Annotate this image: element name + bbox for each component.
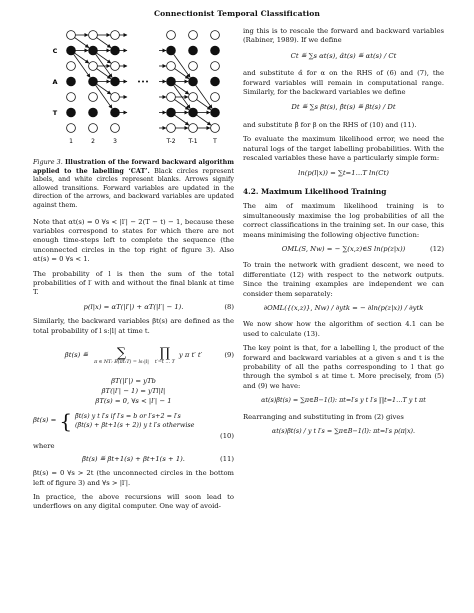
blank-node — [89, 62, 98, 71]
equation-backward-rescale-body: Dt ≝ ∑s βt(s), β̂t(s) ≝ βt(s) / Dt — [291, 103, 396, 112]
paragraph-show-how: We now show how the algorithm of section 4.1 can be used to calculate (13). — [243, 320, 444, 338]
label-node — [189, 77, 198, 86]
where-label: where — [33, 442, 55, 451]
section-heading: 4.2. Maximum Likelihood Training — [243, 186, 387, 196]
blank-node — [67, 62, 76, 71]
caption-label: Figure 3. — [33, 158, 63, 166]
label-node — [211, 46, 220, 55]
init-line-3: βT(s) = 0, ∀s < |l′| − 1 — [95, 397, 172, 406]
transition-arrow — [175, 69, 189, 79]
blank-node — [89, 124, 98, 133]
equation-12-number: (12) — [430, 244, 444, 253]
brace-icon: { — [59, 409, 73, 434]
label-node — [211, 108, 220, 117]
transition-arrow — [197, 115, 211, 125]
figure-caption — [33, 158, 234, 210]
column-label: 2 — [91, 138, 95, 145]
paragraph-substitute-alpha: and substitute α̂ for α on the RHS of (6) and (7), the forward variables will remain in computational range. Similarly, for the backward variables we define — [243, 69, 444, 97]
equation-15-body: αt(s)βt(s) / y t l′s = ∑π∈B−1(l): πt=l′s p(π|x). — [271, 427, 416, 435]
label-node — [211, 77, 220, 86]
blank-node — [189, 93, 198, 102]
paragraph-gradient: To train the network with gradient descent, we need to differentiate (12) with respect to the network outputs. Since the training examples are independent we can consider them separately: — [243, 261, 444, 298]
label-node — [189, 108, 198, 117]
blank-node — [167, 31, 176, 40]
blank-node — [211, 31, 220, 40]
equation-13 — [243, 304, 444, 313]
transition-arrow — [96, 85, 113, 108]
blank-node — [67, 93, 76, 102]
transition-arrow — [197, 100, 211, 110]
paragraph-log-probs: To evaluate the maximum likelihood error, we need the natural logs of the target labelling probabilities. With the rescaled variables these have a particularly simple form: — [243, 135, 444, 163]
equation-log-likelihood — [243, 169, 444, 178]
equation-8-number: (8) — [224, 302, 234, 311]
paragraph-alpha-zero: Note that αt(s) = 0 ∀s < |l′| − 2(T − t) − 1, because these variables correspond to states for which there are not enough time-steps left to complete the sequence (the unconnected circles in the top right of figure 3). Also αt(s) = 0 ∀s < 1. — [33, 217, 234, 264]
paragraph-rearranging: Rearranging and substituting in from (2) gives — [243, 412, 404, 421]
blank-node — [189, 31, 198, 40]
paragraph-rescale: ing this is to rescale the forward and backward variables (Rabiner, 1989). If we define — [243, 27, 444, 45]
label-node — [111, 77, 120, 86]
equation-9-lhs: βt(s) ≝ — [64, 351, 89, 360]
label-node — [89, 46, 98, 55]
column-label: 1 — [69, 138, 73, 145]
blank-node — [111, 93, 120, 102]
blank-node — [89, 93, 98, 102]
init-line-2: βT(|l′| − 1) = yTl|l| — [101, 387, 166, 396]
blank-node — [111, 62, 120, 71]
right-column — [243, 27, 444, 440]
equation-11 — [33, 455, 234, 464]
label-node — [111, 108, 120, 117]
transition-arrow — [74, 54, 91, 77]
label-node — [67, 108, 76, 117]
label-node — [111, 46, 120, 55]
equation-8 — [33, 303, 234, 312]
row-label: T — [52, 109, 58, 117]
equation-8-body: p(l|x) = αT(|l′|) + αT(|l′| − 1). — [83, 302, 184, 311]
blank-node — [189, 124, 198, 133]
equation-9-sum: ∑ — [116, 345, 127, 361]
blank-node — [189, 62, 198, 71]
equation-forward-rescale-body: Ct ≝ ∑s αt(s), α̂t(s) ≝ αt(s) / Ct — [290, 51, 397, 60]
label-node — [67, 46, 76, 55]
equation-12 — [243, 245, 444, 254]
trellis-diagram — [33, 27, 234, 152]
caption-title: Illustration of the forward backward algorithm applied to the labelling ‘CAT’. — [33, 158, 234, 175]
equation-forward-rescale — [243, 52, 444, 61]
equation-15 — [243, 427, 444, 436]
blank-node — [167, 93, 176, 102]
blank-node — [167, 62, 176, 71]
label-node — [89, 108, 98, 117]
row-label: A — [52, 78, 58, 86]
label-node — [167, 108, 176, 117]
transition-arrow — [175, 115, 189, 125]
blank-node — [89, 31, 98, 40]
equation-13-body: ∂OML({(x,z)}, Nw) / ∂ytk = − ∂ln(p(z|x)) / ∂ytk — [263, 303, 424, 312]
column-label: T — [213, 138, 217, 145]
paragraph-backward: Similarly, the backward variables βt(s) are defined as the total probability of l s:|l| at time t. — [33, 317, 234, 335]
label-node — [167, 46, 176, 55]
equation-9-prod-range: t′=t … T — [154, 359, 175, 365]
equation-10-lhs: βt(s) = — [33, 416, 57, 425]
label-node — [67, 77, 76, 86]
equation-11-body: β̄t(s) ≝ βt+1(s) + βt+1(s + 1). — [82, 454, 185, 463]
init-line-1: βT(|l′|) = yTb — [111, 377, 156, 386]
blank-node — [111, 31, 120, 40]
blank-node — [67, 31, 76, 40]
label-node — [167, 77, 176, 86]
blank-node — [111, 124, 120, 133]
equation-10-case-1: β̄t(s) y t l′s if l′s = b or l′s+2 = l′s — [75, 412, 181, 421]
equation-10-number: (10) — [220, 432, 234, 441]
transition-arrow — [97, 69, 111, 79]
blank-node — [167, 124, 176, 133]
paragraph-substitute-beta: and substitute β̂ for β on the RHS of (10) and (11). — [243, 120, 417, 129]
blank-node — [211, 124, 220, 133]
equation-9-sum-range: π ∈ NT: B(πt:T) = ls:|l| — [94, 359, 149, 365]
label-node — [89, 77, 98, 86]
label-node — [189, 46, 198, 55]
equation-10-case-2: (β̄t(s) + βt+1(s + 2)) y t l′s otherwise — [75, 421, 195, 430]
column-label: T-2 — [166, 138, 176, 145]
blank-node — [211, 93, 220, 102]
backward-initialisation — [33, 376, 234, 406]
blank-node — [211, 62, 220, 71]
equation-backward-rescale — [243, 103, 444, 112]
ellipsis-dot — [138, 81, 140, 83]
equation-14-body: αt(s)βt(s) = ∑π∈B−1(l): πt=l′s y t l′s ∏t=1…T y t πt — [261, 396, 426, 405]
equation-9-prod: ∏ — [159, 345, 171, 361]
equation-10 — [33, 409, 234, 434]
row-label: C — [52, 47, 58, 55]
column-label: 3 — [113, 138, 117, 145]
equation-14 — [243, 396, 444, 405]
equation-9-term: y π t′ t′ — [178, 351, 203, 360]
column-label: T-1 — [188, 138, 198, 145]
paragraph-key-point: The key point is that, for a labelling l, the product of the forward and backward variables at a given s and t is the probability of all the paths corresponding to l that go through the symbol s at time t. More precisely, from (5) and (9) we have: — [243, 344, 444, 390]
paragraph-ml-aim: The aim of maximum likelihood training is to simultaneously maximise the log probabilities of all the correct classifications in the training set. In our case, this means minimising the following objective function: — [243, 202, 444, 239]
paragraph-probability: The probability of l is then the sum of the total probabilities of l′ with and without the final blank at time T. — [33, 269, 234, 297]
equation-12-body: OML(S, Nw) = − ∑(x,z)∈S ln(p(z|x)) — [281, 244, 406, 253]
equation-log-likelihood-body: ln(p(l|x)) = ∑t=1…T ln(Ct) — [298, 169, 389, 178]
ellipsis-dot — [142, 81, 144, 83]
left-column — [33, 27, 234, 517]
ellipsis-dot — [146, 81, 148, 83]
transition-arrow — [97, 38, 111, 48]
caption-text: Black circles represent labels, and white circles represent blanks. Arrows signify allowed transitions. Forward variables are updated in the direction of the arrows, and backward variables are updated against them. — [33, 166, 234, 209]
equation-11-number: (11) — [220, 454, 234, 463]
paragraph-beta-zero: βt(s) = 0 ∀s > 2t (the unconnected circles in the bottom left of figure 3) and ∀s > |l′|. — [33, 469, 234, 487]
page-header: Connectionist Temporal Classification — [153, 9, 321, 18]
transition-arrow — [175, 100, 189, 110]
transition-arrow — [75, 38, 89, 48]
figure-3 — [33, 27, 234, 152]
equation-9-number: (9) — [224, 351, 234, 360]
equation-9 — [33, 341, 234, 371]
blank-node — [67, 124, 76, 133]
paragraph-underflow: In practice, the above recursions will soon lead to underflows on any digital computer. One way of avoid- — [33, 493, 234, 511]
